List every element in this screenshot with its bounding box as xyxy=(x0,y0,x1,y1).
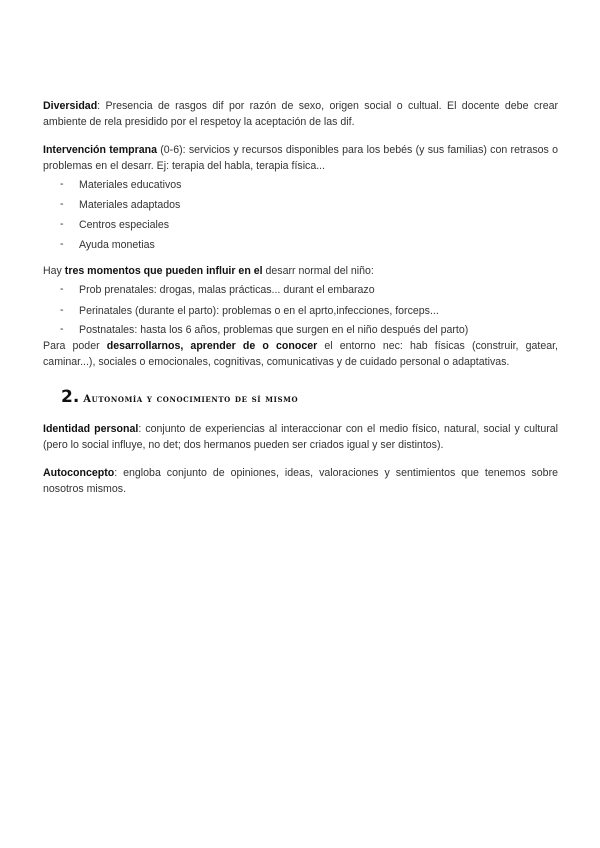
list-intervencion xyxy=(43,175,558,255)
text-diversidad: : Presencia de rasgos dif por razón de sexo, origen social o cultual. El docente debe crear ambiente de rela presidido por el respetoy la aceptación de las dif. xyxy=(43,100,558,128)
list-item xyxy=(43,175,558,195)
term-momentos: tres momentos que pueden influir en el xyxy=(64,265,263,277)
text-desarrollo-lead: Para poder xyxy=(43,340,107,352)
paragraph-momentos xyxy=(43,263,558,279)
term-desarrollo: desarrollarnos, aprender de o conocer xyxy=(106,340,318,352)
dash-bullet: - xyxy=(60,198,64,210)
text-momentos: desarr normal del niño: xyxy=(262,265,374,277)
list-item xyxy=(43,280,558,301)
section-heading-2 xyxy=(43,388,558,409)
text-momentos-lead: Hay xyxy=(43,265,65,277)
dash-bullet: - xyxy=(60,178,64,190)
term-diversidad: Diversidad xyxy=(43,100,98,112)
term-intervencion: Intervención temprana xyxy=(43,144,157,156)
section-number: 2. xyxy=(61,387,80,407)
paragraph-intervencion xyxy=(43,142,558,174)
list-item xyxy=(43,301,558,322)
list-item xyxy=(43,235,558,255)
list-item xyxy=(43,322,558,338)
text-autoconcepto: : engloba conjunto de opiniones, ideas, valoraciones y sentimientos que tenemos sobre nosotros mismos. xyxy=(43,467,558,495)
list-item xyxy=(43,195,558,215)
text-intervencion: (0-6): servicios y recursos disponibles para los bebés (y sus familias) con retrasos o problemas en el desarr. Ej: terapia del habla, terapia física... xyxy=(43,144,558,172)
list-item-text: Perinatales (durante el parto): problemas o en el aprto,infecciones, forceps... xyxy=(79,305,439,317)
paragraph-desarrollo xyxy=(43,338,558,370)
dash-bullet: - xyxy=(60,238,64,250)
paragraph-autoconcepto xyxy=(43,465,558,497)
dash-bullet: - xyxy=(60,304,64,316)
list-item-text: Prob prenatales: drogas, malas prácticas... durant el embarazo xyxy=(79,284,375,296)
paragraph-identidad xyxy=(43,421,558,453)
list-item-text: Materiales educativos xyxy=(79,179,182,191)
list-momentos xyxy=(43,280,558,338)
term-identidad: Identidad personal xyxy=(43,423,139,435)
section-title: Autonomía y conocimiento de sí mismo xyxy=(83,394,299,405)
text-desarrollo: el entorno nec: hab físicas (construir, gatear, caminar...), sociales o emocionales, cognitivas, comunicativas y de cuidado personal o adaptativas. xyxy=(43,340,559,368)
paragraph-diversidad xyxy=(43,98,558,130)
list-item-text: Materiales adaptados xyxy=(79,199,181,211)
dash-bullet: - xyxy=(60,218,64,230)
list-item-text: Postnatales: hasta los 6 años, problemas que surgen en el niño después del parto) xyxy=(79,324,469,336)
text-identidad: : conjunto de experiencias al interaccionar con el medio físico, natural, social y cultural (pero lo social influye, no det; dos hermanos pueden ser criados igual y ser distintos). xyxy=(43,423,558,451)
term-autoconcepto: Autoconcepto xyxy=(43,467,115,479)
list-item-text: Ayuda monetias xyxy=(79,239,155,251)
page-content xyxy=(43,98,558,497)
dash-bullet: - xyxy=(60,283,64,295)
dash-bullet: - xyxy=(60,323,64,335)
list-item-text: Centros especiales xyxy=(79,219,170,231)
list-item xyxy=(43,215,558,235)
